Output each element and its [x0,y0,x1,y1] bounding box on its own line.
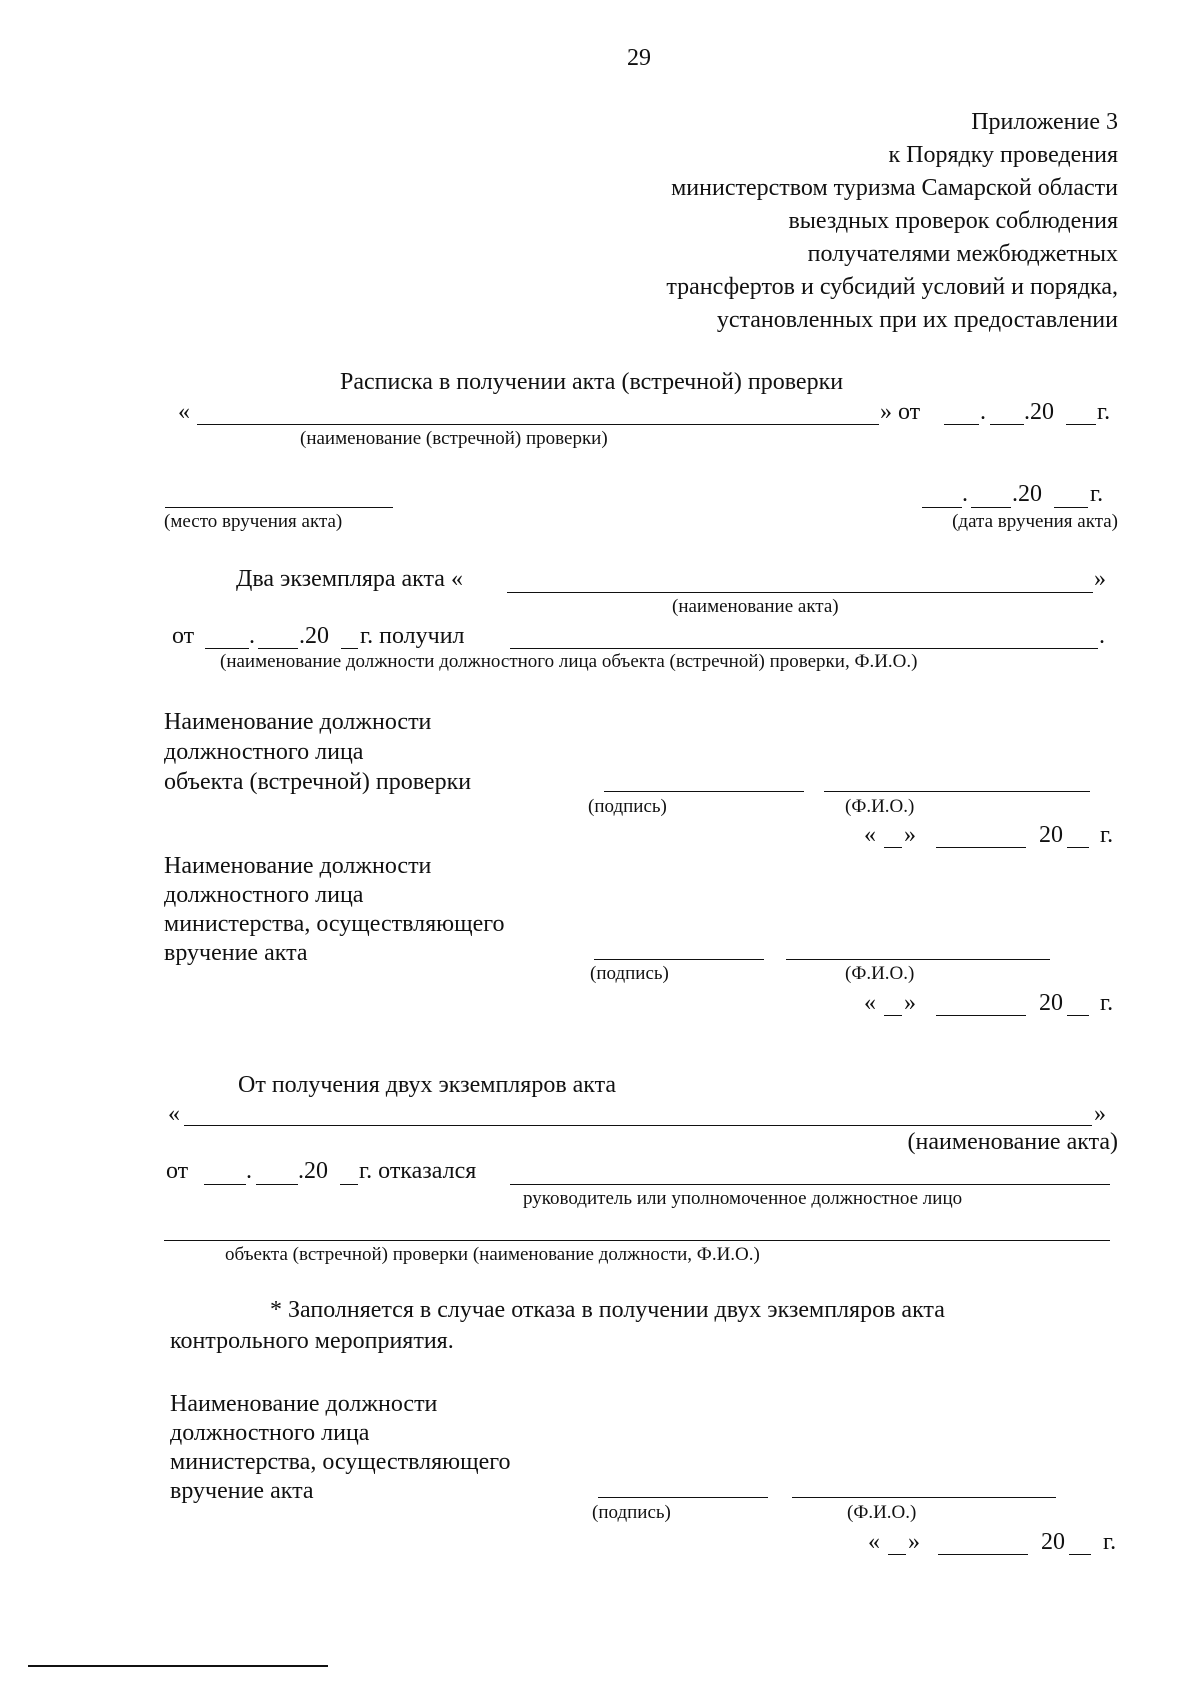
delivery-date-tail: .20 [1012,481,1042,507]
signatory-label-line: должностного лица [164,882,364,908]
two-copies-received: г. получил [360,623,465,649]
object-date-close: » [904,822,916,848]
refusal-open-quote: « [168,1101,180,1127]
two-copies-month-blank [258,648,298,649]
two-copies-close-quote: » [1094,566,1106,592]
two-copies-from: от [172,623,195,649]
two-copies-act-caption: (наименование акта) [672,596,839,617]
two-copies-person-caption: (наименование должности должностного лица объекта (встречной) проверки, Ф.И.О.) [220,651,918,672]
signature-caption: (подпись) [592,1502,671,1523]
appendix-line: к Порядку проведения [888,142,1118,168]
signatory-label-line: министерства, осуществляющего [170,1449,511,1475]
receipt-year-blank [1066,424,1096,425]
appendix-line: установленных при их предоставлении [716,307,1118,333]
ministry-date-close: » [904,990,916,1016]
ministry-date-month-blank [936,1015,1026,1016]
object-year-suffix: г. [1100,822,1114,848]
two-copies-period: . [1099,623,1105,649]
page-number: 29 [627,45,651,71]
signatory-label-line: вручение акта [170,1478,314,1504]
refusal-dot: . [246,1158,252,1184]
receipt-name-caption: (наименование (встречной) проверки) [300,428,608,449]
signatory-label-line: объекта (встречной) проверки [164,769,472,795]
ministry2-date-close: » [908,1529,920,1555]
ministry2-date-day-blank [888,1554,906,1555]
refusal-close-quote: » [1094,1101,1106,1127]
fio-caption: (Ф.И.О.) [847,1502,917,1523]
ministry2-date-open: « [868,1529,880,1555]
date-caption: (дата вручения акта) [952,511,1118,532]
object-year-blank [1067,847,1089,848]
refusal-month-blank [256,1184,298,1185]
object-year-prefix: 20 [1039,822,1063,848]
object-date-open: « [864,822,876,848]
ministry-name-blank [786,959,1050,960]
signatory-label-line: Наименование должности [170,1391,438,1417]
two-copies-date-tail: .20 [299,623,329,649]
appendix-line: Приложение 3 [971,109,1118,135]
object-date-day-blank [884,847,902,848]
delivery-year-blank [1054,507,1088,508]
ministry-year-suffix: г. [1100,990,1114,1016]
object-signature-blank [604,791,804,792]
ministry-year-prefix: 20 [1039,990,1063,1016]
receipt-title: Расписка в получении акта (встречной) проверки [340,369,844,395]
refusal-day-blank [204,1184,246,1185]
place-caption: (место вручения акта) [164,511,343,532]
refusal-object-caption: объекта (встречной) проверки (наименование должности, Ф.И.О.) [225,1244,760,1265]
refusal-person-blank [510,1184,1110,1185]
ministry-signature-blank [594,959,764,960]
receipt-month-blank [990,424,1024,425]
refusal-act-blank [184,1125,1092,1126]
signature-caption: (подпись) [588,796,667,817]
delivery-month-blank [971,507,1011,508]
refusal-year-blank [340,1184,358,1185]
appendix-line: получателями межбюджетных [807,241,1118,267]
ministry2-date-month-blank [938,1554,1028,1555]
refusal-head-caption: руководитель или уполномоченное должностное лицо [523,1188,963,1209]
two-copies-year-blank [341,648,358,649]
refusal-object-blank [164,1240,1110,1241]
place-blank [165,507,393,508]
ministry2-signature-blank [598,1497,768,1498]
ministry-date-day-blank [884,1015,902,1016]
object-date-month-blank [936,847,1026,848]
two-copies-day-blank [205,648,249,649]
receipt-year-suffix: г. [1097,399,1111,425]
appendix-line: трансфертов и субсидий условий и порядка, [666,274,1118,300]
ministry-year-blank [1067,1015,1089,1016]
delivery-day-blank [922,507,962,508]
two-copies-intro: Два экземпляра акта « [236,566,463,592]
delivery-dot: . [962,481,968,507]
receipt-date-tail: .20 [1024,399,1054,425]
ministry2-year-prefix: 20 [1041,1529,1065,1555]
refusal-intro: От получения двух экземпляров акта [238,1072,617,1098]
footnote-line: * Заполняется в случае отказа в получении двух экземпляров акта [270,1297,945,1323]
signatory-label-line: должностного лица [164,739,364,765]
signatory-label-line: Наименование должности [164,853,432,879]
refusal-refused: г. отказался [359,1158,477,1184]
ministry2-year-blank [1069,1554,1091,1555]
refusal-date-tail: .20 [298,1158,328,1184]
signatory-label-line: должностного лица [170,1420,370,1446]
ministry2-year-suffix: г. [1103,1529,1117,1555]
receipt-dot: . [980,399,986,425]
refusal-act-caption: (наименование акта) [907,1129,1118,1155]
signatory-label-line: Наименование должности [164,709,432,735]
delivery-year-suffix: г. [1090,481,1104,507]
receipt-close-quote-from: » от [880,399,921,425]
receipt-day-blank [944,424,979,425]
fio-caption: (Ф.И.О.) [845,963,915,984]
appendix-line: министерством туризма Самарской области [671,175,1118,201]
receipt-open-quote: « [178,399,190,425]
ministry-date-open: « [864,990,876,1016]
two-copies-act-blank [507,592,1093,593]
appendix-line: выездных проверок соблюдения [788,208,1118,234]
two-copies-person-blank [510,648,1098,649]
footnote-line: контрольного мероприятия. [170,1328,454,1354]
ministry2-name-blank [792,1497,1056,1498]
object-name-blank [824,791,1090,792]
signature-caption: (подпись) [590,963,669,984]
receipt-name-blank [197,424,879,425]
signatory-label-line: министерства, осуществляющего [164,911,505,937]
footnote-separator [28,1665,328,1667]
fio-caption: (Ф.И.О.) [845,796,915,817]
signatory-label-line: вручение акта [164,940,308,966]
two-copies-dot: . [249,623,255,649]
refusal-from: от [166,1158,189,1184]
